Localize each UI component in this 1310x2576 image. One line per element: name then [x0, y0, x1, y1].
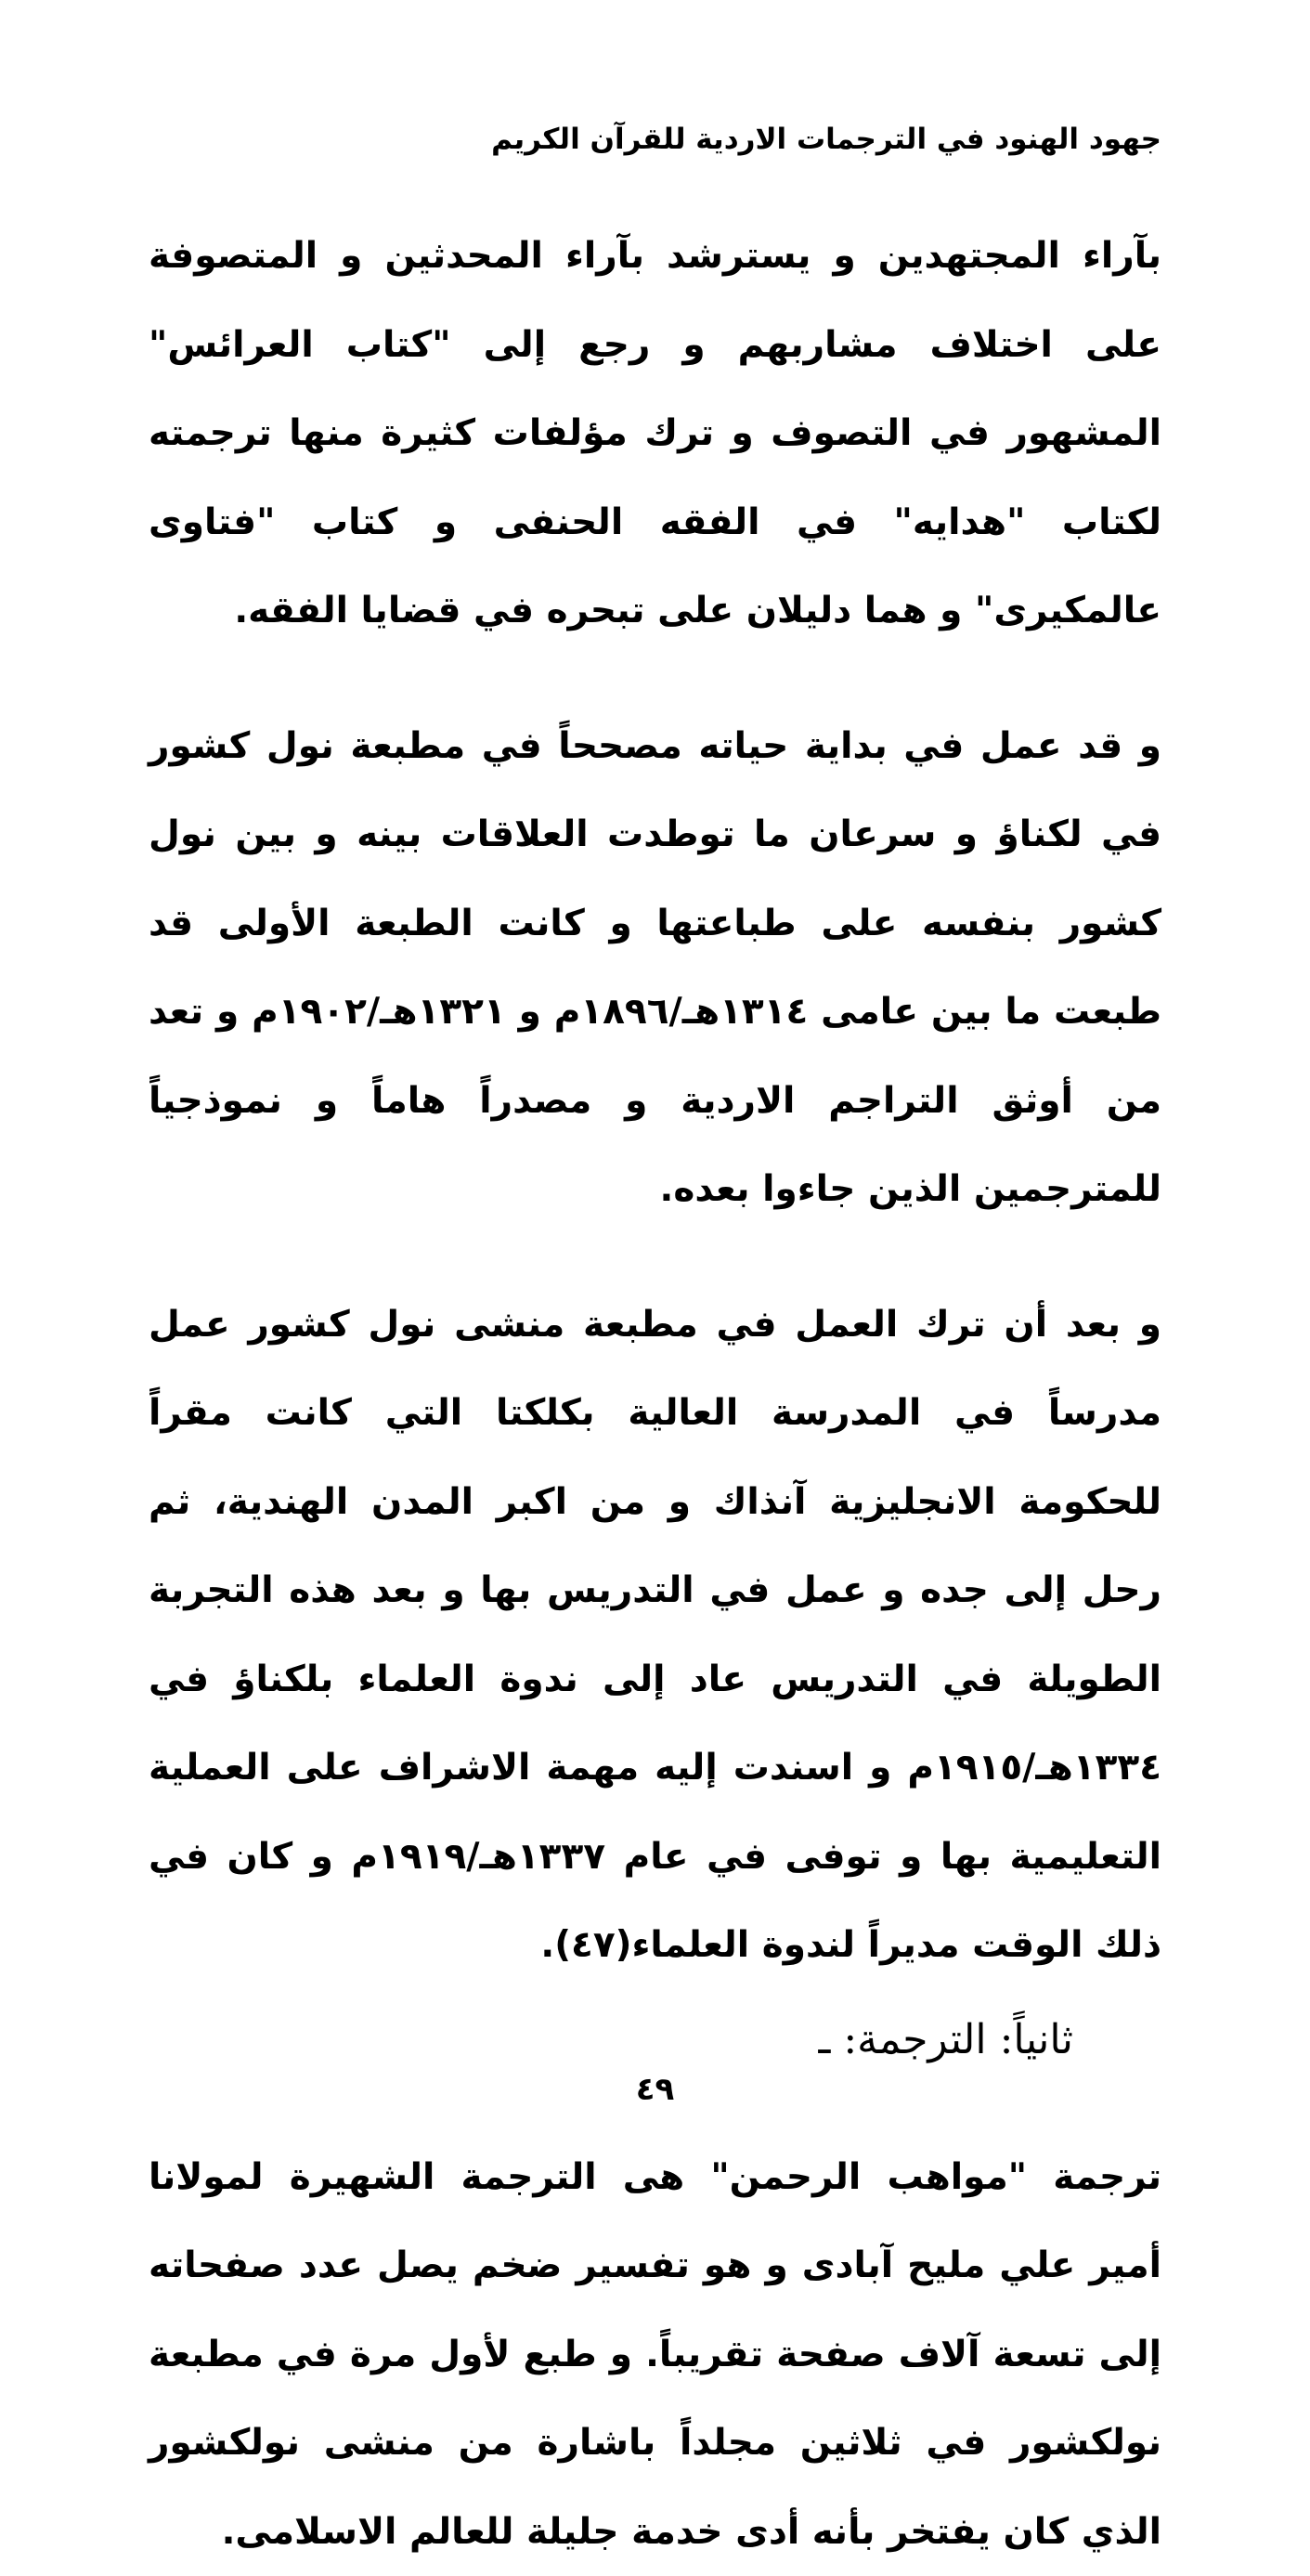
- section-heading: ثانياً: الترجمة: ـ: [149, 2003, 1161, 2077]
- body-text: [149, 212, 1161, 2576]
- paragraph-4: ترجمة "مواهب الرحمن" هى الترجمة الشهيرة لمولانا أمير علي مليح آبادى و هو تفسير ضخم يصل عدد صفحاته إلى تسعة آلاف صفحة تقريباً. و طبع لأول مرة في مطبعة نولكشور في ثلاثين مجلداً باشارة من منشى نولكشور الذي كان يفتخر بأنه أدى خدمة جليلة للعالم الاسلامى.: [149, 2133, 1161, 2576]
- paragraph-1: بآراء المجتهدين و يسترشد بآراء المحدثين و المتصوفة على اختلاف مشاربهم و رجع إلى "كتاب العرائس" المشهور في التصوف و ترك مؤلفات كثيرة منها ترجمته لكتاب "هدايه" في الفقه الحنفى و كتاب "فتاوى عالمكيرى" و هما دليلان على تبحره في قضايا الفقه.: [149, 212, 1161, 656]
- paragraph-3: و بعد أن ترك العمل في مطبعة منشى نول كشور عمل مدرساً في المدرسة العالية بكلكتا التي كانت مقراً للحكومة الانجليزية آنذاك و من اكبر المدن الهندية، ثم رحل إلى جده و عمل في التدريس بها و بعد هذه التجربة الطويلة في التدريس عاد إلى ندوة العلماء بلكناؤ في ١٣٣٤هـ/١٩١٥م و اسندت إليه مهمة الاشراف على العملية التعليمية بها و توفى في عام ١٣٣٧هـ/١٩١٩م و كان في ذلك الوقت مديراً لندوة العلماء(٤٧).: [149, 1281, 1161, 1990]
- running-header: جهود الهنود في الترجمات الاردية للقرآن الكريم: [140, 119, 1161, 160]
- page-number: ٤٩: [0, 2071, 1310, 2108]
- paragraph-2: و قد عمل في بداية حياته مصححاً في مطبعة نول كشور في لكناؤ و سرعان ما توطدت العلاقات بينه و بين نول كشور بنفسه على طباعتها و كانت الطبعة الأولى قد طبعت ما بين عامى ١٣١٤هـ/١٨٩٦م و ١٣٢١هـ/١٩٠٢م و تعد من أوثق التراجم الاردية و مصدراً هاماً و نموذجياً للمترجمين الذين جاءوا بعده.: [149, 702, 1161, 1234]
